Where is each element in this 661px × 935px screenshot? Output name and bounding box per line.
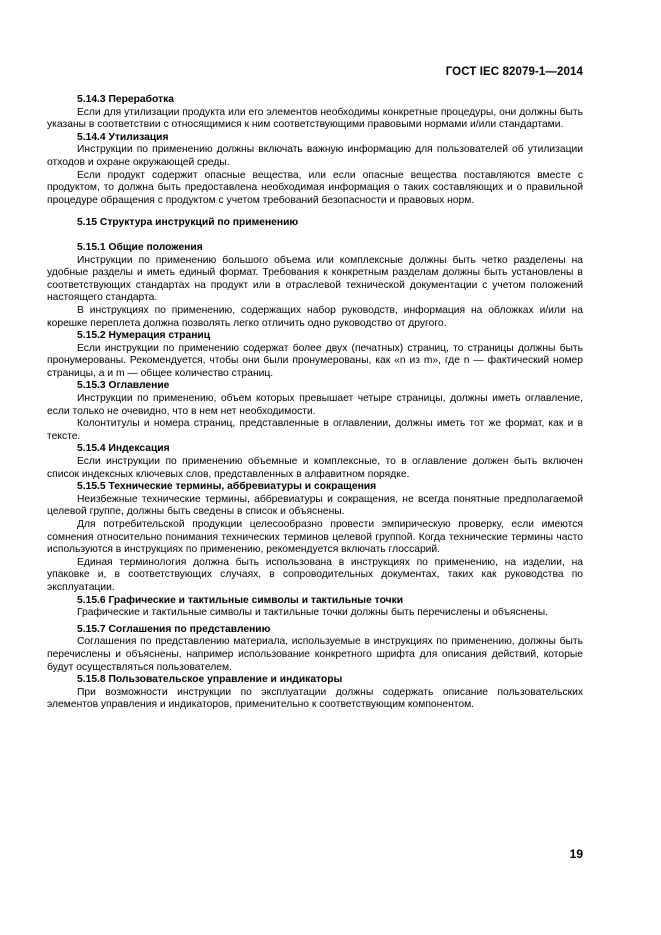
section-5-15-5-para-3: Единая терминология должна быть использована в инструкциях по применению, на изделии, на упаковке и, в соответствующих случаях, в сопроводительных документах, таких как руководства по эксплуатации.	[47, 556, 583, 593]
section-5-15-3-para-2: Колонтитулы и номера страниц, представленные в оглавлении, должны иметь тот же формат, как и в тексте.	[47, 418, 583, 442]
section-5-15-4-title: 5.15.4 Индексация	[77, 443, 170, 455]
document-body	[47, 94, 583, 712]
section-5-15-5-para-1: Неизбежные технические термины, аббревиатуры и сокращения, не всегда понятные предполагаемой целевой группе, должны быть сведены в список и объяснены.	[47, 493, 583, 518]
section-5-15-1-title: 5.15.1 Общие положения	[77, 241, 203, 253]
section-5-15-1-para-1: Инструкции по применению большого объема или комплексные должны быть четко разделены на удобные разделы и иметь единый формат. Требования к конкретным разделам должны быть установлены в соответствующих стандартах на продукт или в отраслевой технической документации с учетом положений настоящего стандарта.	[47, 254, 583, 304]
section-5-14-4-title: 5.14.4 Утилизация	[77, 131, 169, 143]
section-5-15-7-title: 5.15.7 Соглашения по представлению	[77, 623, 271, 635]
section-5-14-4-para-1: Инструкции по применению должны включать важную информацию для пользователей об утилизации отходов и охране окружающей среды.	[47, 144, 583, 168]
section-5-15-7-para-1: Соглашения по представлению материала, используемые в инструкциях по применению, должны быть перечислены и объяснены, например использование конкретного шрифта для описания действий, которые будут осуществляться пользователем.	[47, 636, 583, 673]
section-5-14-4-para-2: Если продукт содержит опасные вещества, или если опасные вещества поставляются вместе с продуктом, то должна быть предоставлена необходимая информация о таких составляющих и о правильной процедуре обращения с продуктом с учетом требований безопасности и правовых норм.	[47, 169, 583, 206]
standard-header: ГОСТ IEC 82079-1—2014	[445, 66, 583, 78]
section-5-15-title: 5.15 Структура инструкций по применению	[77, 217, 299, 229]
section-5-15-8-para-1: При возможности инструкции по эксплуатации должны содержать описание пользовательских элементов управления и индикаторов, применительно к соответствующим компонентом.	[47, 686, 583, 711]
section-5-14-3-title: 5.14.3 Переработка	[77, 94, 174, 105]
section-5-15-5-title: 5.15.5 Технические термины, аббревиатуры и сокращения	[77, 481, 377, 493]
page-number: 19	[569, 847, 583, 861]
section-5-15-4-para-1: Если инструкции по применению объемные и комплексные, то в оглавление должен быть включен список индексных ключевых слов, представленных в алфавитном порядке.	[47, 456, 583, 480]
section-5-15-3-title: 5.15.3 Оглавление	[77, 380, 170, 392]
section-5-15-2-para-1: Если инструкции по применению содержат более двух (печатных) страниц, то страницы должны быть пронумерованы. Рекомендуется, чтобы они были пронумерованы, как «n из m», где n — фактический номер страницы, а и m — общее количество страниц.	[47, 342, 583, 379]
section-5-15-3-para-1: Инструкции по применению, объем которых превышает четыре страницы, должны иметь оглавление, если только не очевидно, что в нем нет необходимости.	[47, 393, 583, 417]
section-5-15-2-title: 5.15.2 Нумерация страниц	[77, 330, 211, 342]
section-5-15-6-title: 5.15.6 Графические и тактильные символы и тактильные точки	[77, 594, 404, 606]
section-5-15-6-para-1: Графические и тактильные символы и тактильные точки должны быть перечислены и объяснены.	[77, 607, 548, 619]
section-5-15-5-para-2: Для потребительской продукции целесообразно провести эмпирическую проверку, если имеются сомнения относительно понимания технических терминов целевой группой. Когда технические термины часто используются в инструкциях по применению, рекомендуется включать глоссарий.	[47, 519, 583, 556]
section-5-15-1-para-2: В инструкциях по применению, содержащих набор руководств, информация на обложках и/или на корешке переплета должна позволять легко отличить одно руководство от другого.	[47, 304, 583, 329]
section-5-14-3-para-1: Если для утилизации продукта или его элементов необходимы конкретные процедуры, они должны быть указаны в соответствии с относящимися к ним соответствующими правовыми нормами и/или стандартами.	[47, 106, 583, 131]
section-5-15-8-title: 5.15.8 Пользовательское управление и индикаторы	[77, 674, 343, 686]
